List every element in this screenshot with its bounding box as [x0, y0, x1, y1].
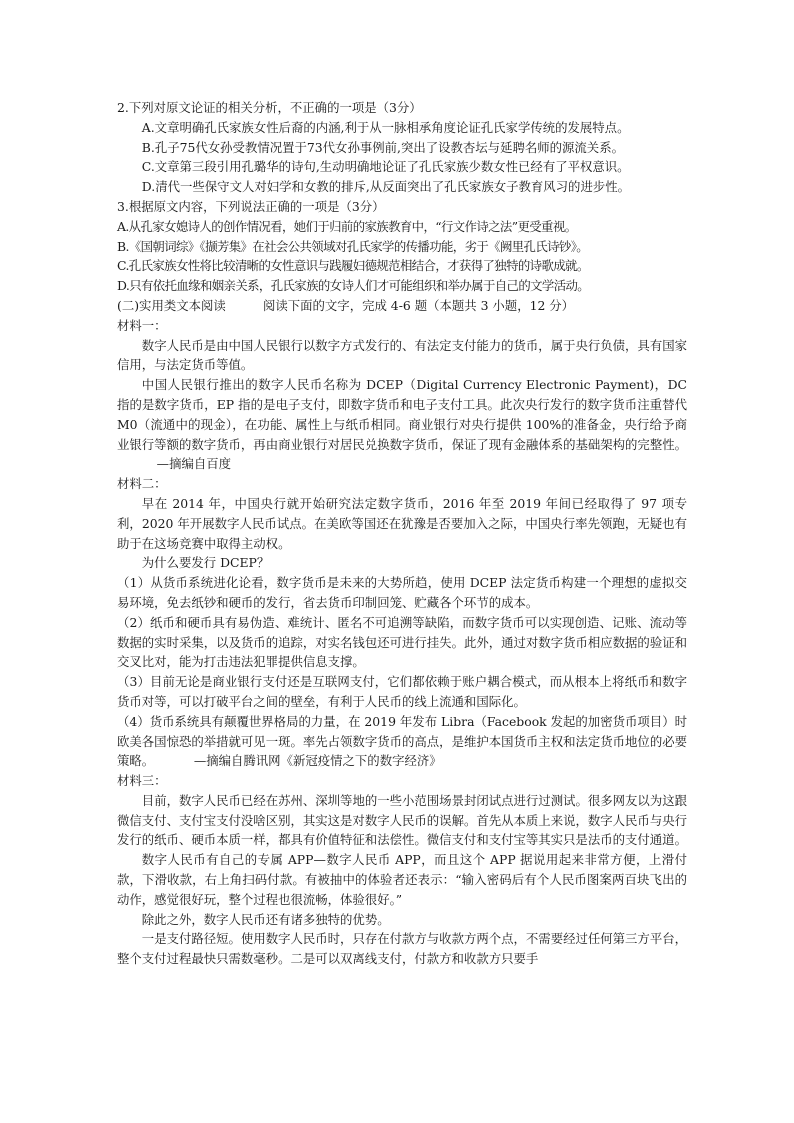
material3-label: 材料三：: [117, 773, 167, 789]
question2-option-a: A.文章明确孔氏家族女性后裔的内涵,利于从一脉相承角度论证孔氏家学传统的发展特点。: [141, 119, 630, 135]
material2-point-4-text: （4）货币系统具有颠覆世界格局的力量，在 2019 年发布 Libra（Facebook 发起的加密货币项目）时欧美各国惊恐的举措就可见一斑。率先占领数字货币的高点，是维护本国货币主权和法定货币地位的必要策略。: [117, 713, 687, 769]
question2-option-c: C.文章第三段引用孔璐华的诗句,生动明确地论证了孔氏家族少数女性已经有了平权意识。: [141, 159, 630, 175]
question3-stem: 3.根据原文内容，下列说法正确的一项是（3分）: [117, 198, 385, 214]
material2-question: 为什么要发行 DCEP？: [141, 555, 270, 571]
material1-source: —摘编自百度: [156, 456, 232, 472]
material3-paragraph-1: 目前，数字人民币已经在苏州、深圳等地的一些小范围场景封闭试点进行过测试。很多网友以为这跟微信支付、支付宝支付没啥区别，其实这是对数字人民币的误解。首先从本质上来说，数字人民币与央行发行的纸币、硬币本质一样，都具有价值特征和法偿性。微信支付和支付宝等其实只是法币的支付通道。: [117, 792, 687, 848]
material2-point-1: （1）从货币系统进化论看，数字货币是未来的大势所趋，使用 DCEP 法定货币构建一个理想的虚拟交易环境，免去纸钞和硬币的发行，省去货币印制回笼、贮藏各个环节的成本。: [117, 575, 687, 610]
material1-paragraph-2: [117, 375, 687, 474]
material3-paragraph-2: 数字人民币有自己的专属 APP—数字人民币 APP，而且这个 APP 据说用起来非常方便，上滑付款，下滑收款，右上角扫码付款。有被抽中的体验者还表示：“输入密码后有个人民币图案两百块飞出的动作，感觉很好玩，整个过程也很流畅，体验很好。”: [117, 852, 687, 907]
question2-option-d: D.清代一些保守文人对妇学和女教的排斥,从反面突出了孔氏家族女子教育风习的进步性。: [141, 179, 631, 195]
material2-point-3: （3）目前无论是商业银行支付还是互联网支付，它们都依赖于账户耦合模式，而从根本上将纸币和数字货币对等，可以打破平台之间的壁垒，有利于人民币的线上流通和国际化。: [117, 674, 687, 709]
material1-paragraph-1: 数字人民币是由中国人民银行以数字方式发行的、有法定支付能力的货币，属于央行负债，具有国家信用，与法定货币等值。: [117, 337, 687, 373]
material2-point-2: （2）纸币和硬币具有易伪造、难统计、匿名不可追溯等缺陷，而数字货币可以实现创造、记账、流动等数据的实时采集，以及货币的追踪，对实名钱包还可进行挂失。此外，通过对数字货币相应数据的验证和交叉比对，能为打击违法犯罪提供信息支撑。: [117, 614, 687, 670]
question2-stem: 2.下列对原文论证的相关分析，不正确的一项是（3分）: [117, 100, 422, 115]
material2-source: —摘编自腾讯网《新冠疫情之下的数字经济》: [193, 753, 442, 769]
question3-option-c: C.孔氏家族女性将比较清晰的女性意识与践履妇德规范相结合，才获得了独特的诗歌成就。: [117, 258, 589, 274]
section-header: (二)实用类文本阅读 阅读下面的文字，完成 4-6 题（本题共 3 小题，12 分）: [117, 297, 575, 313]
material2-label: 材料二：: [117, 476, 167, 492]
material3-paragraph-4: 一是支付路径短。使用数字人民币时，只存在付款方与收款方两个点，不需要经过任何第三方平台，整个支付过程最快只需数毫秒。二是可以双离线支付，付款方和收款方只要手: [117, 931, 687, 967]
material2-point-4: [117, 712, 687, 771]
question3-option-d: D.只有依托血缘和姻亲关系，孔氏家族的女诗人们才可能组织和举办属于自己的文学活动。: [117, 278, 590, 294]
material3-paragraph-3: 除此之外，数字人民币还有诸多独特的优势。: [141, 911, 390, 927]
page-content: [117, 98, 687, 969]
question3-option-a: A.从孔家女媳诗人的创作情况看，她们于归前的家族教育中，“行文作诗之法”更受重视。: [117, 218, 577, 234]
question3-option-b: B.《国朝词综》《撷芳集》在社会公共领域对孔氏家学的传播功能，劣于《阙里孔氏诗钞》。: [117, 238, 589, 254]
material1-paragraph-2-text: 中国人民银行推出的数字人民币名称为 DCEP（Digital Currency Electronic Payment)，DC 指的是数字货币，EP 指的是电子支付，即数字货币和电子支付工具。此次央行发行的数字货币注重替代 M0（流通中的现金），在功能、属性上与纸币相同。商业银行对央行提供 100%的准备金，央行给予商业银行等额的数字货币，再由商业银行对居民兑换数字货币，保证了现有金融体系的基础架构的完整性。: [117, 377, 687, 452]
material2-paragraph-1: 早在 2014 年，中国央行就开始研究法定数字货币，2016 年至 2019 年间已经取得了 97 项专利，2020 年开展数字人民币试点。在美欧等国还在犹豫是否要加入之际，中国央行率先领跑，无疑也有助于在这场竞赛中取得主动权。: [117, 495, 687, 551]
material1-label: 材料一：: [117, 317, 167, 333]
question2-option-b: B.孔子75代女孙受教情况置于73代女孙事例前,突出了设教杏坛与延聘名师的源流关系。: [141, 139, 624, 155]
